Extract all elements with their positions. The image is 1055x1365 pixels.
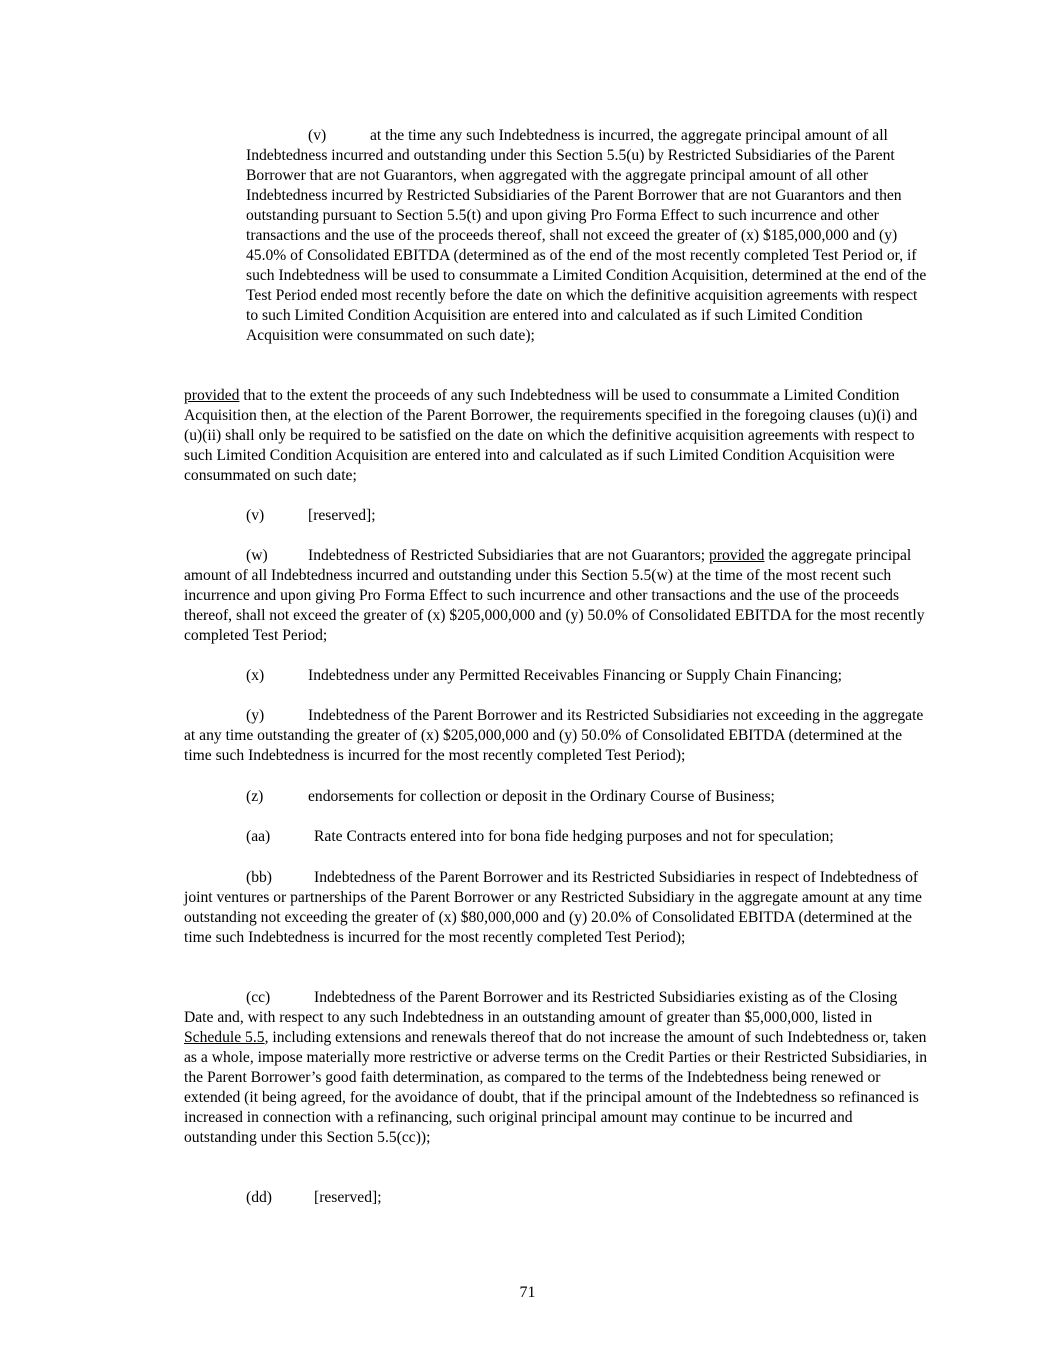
clause-label: (aa) <box>246 828 271 845</box>
clause-label: (bb) <box>246 869 272 886</box>
clause-label: (w) <box>246 547 268 564</box>
clause-text: Indebtedness under any Permitted Receivables Financing or Supply Chain Financing; <box>308 667 842 684</box>
clause-text: [reserved]; <box>308 507 376 524</box>
underlined-term: provided <box>184 387 240 404</box>
clause-bb <box>184 868 929 948</box>
clause-text: at the time any such Indebtedness is incurred, the aggregate principal amount of all Indebtedness incurred and outstanding under this Section 5.5(u) by Restricted Subsidiaries of the Parent Borrower that are not Guarantors, when aggregated with the aggregate principal amount of all other Indebtedness incurred by Restricted Subsidiaries of the Parent Borrower that are not Guarantors and then outstanding pursuant to Section 5.5(t) and upon giving Pro Forma Effect to such incurrence and other transactions and the use of the proceeds thereof, shall not exceed the greater of (x) $185,000,000 and (y) 45.0% of Consolidated EBITDA (determined as of the end of the most recently completed Test Period or, if such Indebtedness will be used to consummate a Limited Condition Acquisition, determined at the end of the Test Period ended most recently before the date on which the definitive acquisition agreements with respect to such Limited Condition Acquisition are entered into and calculated as if such Limited Condition Acquisition were consummated on such date); <box>246 127 927 344</box>
clause-aa <box>184 827 929 847</box>
clause-label: (v) <box>246 507 265 524</box>
clause-text: [reserved]; <box>314 1189 382 1206</box>
clause-text: Indebtedness of the Parent Borrower and its Restricted Subsidiaries in respect of Indebtedness of joint ventures or partnerships of the Parent Borrower or any Restricted Subsidiary in the aggregate amount at any time outstanding not exceeding the greater of (x) $80,000,000 and (y) 20.0% of Consolidated EBITDA (determined at the time such Indebtedness is incurred for the most recently completed Test Period); <box>184 869 922 946</box>
clause-label: (v) <box>308 127 327 144</box>
clause-label: (z) <box>246 788 264 805</box>
clause-x <box>184 666 929 686</box>
clause-text: Indebtedness of the Parent Borrower and its Restricted Subsidiaries not exceeding in the aggregate at any time outstanding the greater of (x) $205,000,000 and (y) 50.0% of Consolidated EBITDA (determined at the time such Indebtedness is incurred for the most recently completed Test Period); <box>184 707 924 764</box>
clause-label: (y) <box>246 707 265 724</box>
clause-text-before: Indebtedness of the Parent Borrower and its Restricted Subsidiaries existing as of the Closing Date and, with respect to any such Indebtedness in an outstanding amount of greater than $5,000,000, listed in <box>184 989 898 1026</box>
clause-y <box>184 706 929 766</box>
underlined-term: provided <box>709 547 765 564</box>
clause-text-after: , including extensions and renewals thereof that do not increase the amount of such Indebtedness or, taken as a whole, impose materially more restrictive or adverse terms on the Credit Parties or their Restricted Subsidiaries, in the Parent Borrower’s good faith determination, as compared to the terms of the Indebtedness being renewed or extended (it being agreed, for the avoidance of doubt, that if the principal amount of the Indebtedness so refinanced is increased in connection with a refinancing, such original principal amount may continue to be incurred and outstanding under this Section 5.5(cc)); <box>184 1029 928 1146</box>
clause-text-before: Indebtedness of Restricted Subsidiaries that are not Guarantors; <box>308 547 709 564</box>
clause-text: Rate Contracts entered into for bona fide hedging purposes and not for speculation; <box>314 828 834 845</box>
clause-label: (cc) <box>246 989 271 1006</box>
clause-text-after: the aggregate principal amount of all Indebtedness incurred and outstanding under this Section 5.5(w) at the time of the most recent such incurrence and upon giving Pro Forma Effect to such incurrence and other transactions and the use of the proceeds thereof, shall not exceed the greater of (x) $205,000,000 and (y) 50.0% of Consolidated EBITDA for the most recently completed Test Period; <box>184 547 925 644</box>
clause-cc <box>184 988 929 1148</box>
clause-label: (x) <box>246 667 265 684</box>
clause-text: that to the extent the proceeds of any such Indebtedness will be used to consummate a Limited Condition Acquisition then, at the election of the Parent Borrower, the requirements specified in the foregoing clauses (u)(i) and (u)(ii) shall only be required to be satisfied on the date on which the definitive acquisition agreements with respect to such Limited Condition Acquisition are entered into and calculated as if such Limited Condition Acquisition were consummated on such date; <box>184 387 918 484</box>
clause-v-reserved <box>184 506 929 526</box>
proviso-paragraph <box>184 386 929 486</box>
clause-text: endorsements for collection or deposit in the Ordinary Course of Business; <box>308 788 775 805</box>
clause-z <box>184 787 929 807</box>
clause-w <box>184 546 929 646</box>
clause-v-indebtedness-limit <box>246 126 929 346</box>
clause-label: (dd) <box>246 1189 272 1206</box>
page-number: 71 <box>519 1284 536 1301</box>
underlined-term: Schedule 5.5 <box>184 1029 265 1046</box>
clause-dd <box>184 1188 929 1208</box>
